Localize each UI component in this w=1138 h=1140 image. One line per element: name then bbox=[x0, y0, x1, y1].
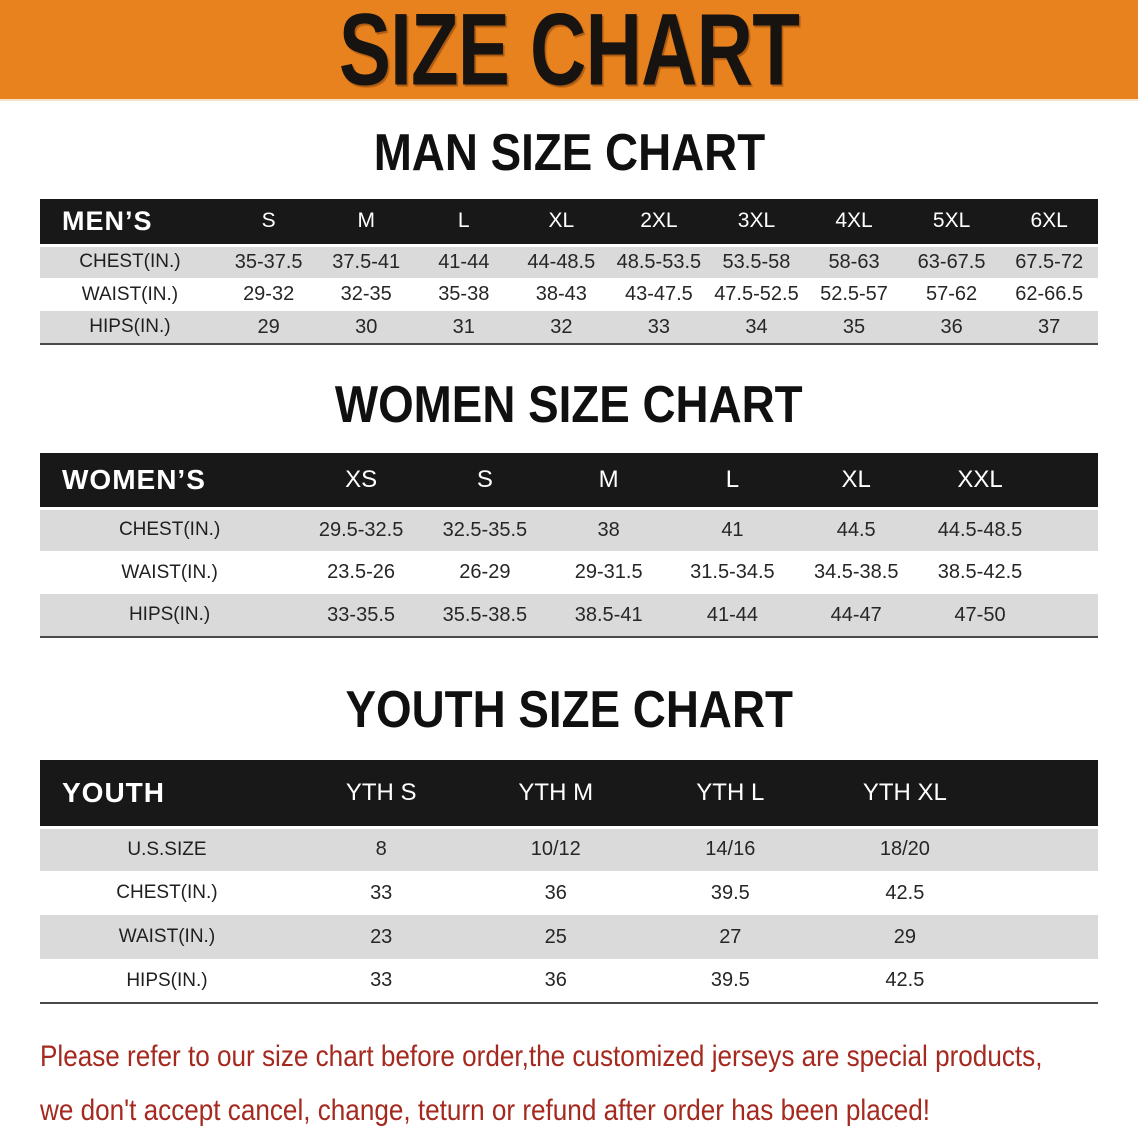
size-value-cell: 31 bbox=[452, 315, 475, 338]
size-value-cell: 38.5-42.5 bbox=[937, 561, 1023, 583]
row-filler bbox=[1042, 508, 1098, 551]
size-value-cell: 36 bbox=[544, 881, 567, 904]
size-value-cell: 48.5-53.5 bbox=[616, 250, 702, 273]
table-row bbox=[40, 827, 1098, 871]
size-value-cell: 33 bbox=[370, 969, 393, 991]
youth-table-wrap bbox=[0, 760, 1138, 1004]
size-value-cell: 58-63 bbox=[828, 250, 880, 273]
size-column-header: YTH S bbox=[294, 760, 469, 827]
size-value-cell: 29-31.5 bbox=[574, 561, 643, 583]
size-value-cell: 41-44 bbox=[438, 250, 490, 273]
size-value-cell: 8 bbox=[375, 838, 387, 861]
size-value-cell: 32.5-35.5 bbox=[442, 518, 528, 541]
size-value-cell: 39.5 bbox=[710, 969, 750, 991]
men-size-table bbox=[40, 199, 1098, 345]
size-value-cell: 35.5-38.5 bbox=[442, 603, 528, 626]
women-table-wrap bbox=[0, 453, 1138, 638]
size-column-header: 5XL bbox=[903, 199, 1001, 245]
row-label: HIPS(IN.) bbox=[126, 969, 208, 991]
men-section-heading bbox=[0, 124, 1138, 182]
table-row bbox=[40, 508, 1098, 551]
row-filler bbox=[992, 827, 1098, 871]
section-youth bbox=[0, 681, 1138, 1004]
row-label: CHEST(IN.) bbox=[116, 882, 218, 903]
size-column-header: L bbox=[415, 199, 513, 245]
size-value-cell: 36 bbox=[544, 969, 567, 991]
section-men bbox=[0, 124, 1138, 345]
table-row bbox=[40, 871, 1098, 915]
size-value-cell: 32-35 bbox=[340, 283, 392, 305]
table-row bbox=[40, 915, 1098, 959]
size-value-cell: 42.5 bbox=[885, 881, 925, 904]
size-value-cell: 44-48.5 bbox=[527, 250, 596, 273]
row-filler bbox=[992, 871, 1098, 915]
disclaimer-line-2-text: we don't accept cancel, change, teturn or refund after order has been placed! bbox=[40, 1094, 931, 1127]
table-corner-label: WOMEN’S bbox=[40, 453, 299, 508]
men-table-wrap bbox=[0, 199, 1138, 345]
size-value-cell: 33-35.5 bbox=[327, 603, 396, 626]
size-value-cell: 44.5 bbox=[836, 518, 876, 541]
table-row bbox=[40, 594, 1098, 637]
banner bbox=[0, 0, 1138, 107]
size-column-header: 6XL bbox=[1000, 199, 1098, 245]
size-value-cell: 38-43 bbox=[535, 283, 587, 305]
size-value-cell: 29 bbox=[257, 315, 280, 338]
size-value-cell: 23.5-26 bbox=[327, 561, 396, 583]
table-row bbox=[40, 311, 1098, 344]
row-label: WAIST(IN.) bbox=[118, 926, 216, 947]
youth-size-table bbox=[40, 760, 1098, 1004]
row-label: CHEST(IN.) bbox=[118, 519, 221, 541]
size-column-header: S bbox=[220, 199, 318, 245]
content bbox=[0, 124, 1138, 1004]
size-value-cell: 10/12 bbox=[530, 838, 581, 861]
size-value-cell: 44-47 bbox=[830, 603, 882, 626]
size-value-cell: 18/20 bbox=[879, 838, 930, 861]
table-corner-label: MEN’S bbox=[40, 199, 220, 245]
row-filler bbox=[1042, 551, 1098, 594]
size-value-cell: 41-44 bbox=[706, 603, 759, 626]
size-value-cell: 25 bbox=[544, 925, 567, 948]
size-value-cell: 43-47.5 bbox=[624, 283, 693, 305]
table-corner-label: YOUTH bbox=[40, 760, 294, 827]
size-value-cell: 52.5-57 bbox=[820, 283, 888, 305]
header-filler bbox=[992, 760, 1098, 827]
section-women bbox=[0, 376, 1138, 638]
size-value-cell: 42.5 bbox=[885, 969, 925, 991]
size-column-header: 3XL bbox=[708, 199, 806, 245]
size-column-header: XL bbox=[513, 199, 611, 245]
row-label: WAIST(IN.) bbox=[121, 561, 218, 583]
size-column-header: XL bbox=[794, 453, 918, 508]
size-value-cell: 39.5 bbox=[710, 881, 750, 904]
size-value-cell: 38 bbox=[597, 518, 620, 541]
size-value-cell: 34 bbox=[745, 315, 768, 338]
size-value-cell: 31.5-34.5 bbox=[690, 561, 775, 583]
size-value-cell: 38.5-41 bbox=[574, 603, 643, 626]
row-filler bbox=[992, 959, 1098, 1003]
women-heading-text: WOMEN SIZE CHART bbox=[335, 376, 803, 434]
size-value-cell: 23 bbox=[370, 925, 393, 948]
size-column-header: YTH M bbox=[468, 760, 643, 827]
men-heading-text: MAN SIZE CHART bbox=[373, 124, 765, 182]
size-value-cell: 37 bbox=[1038, 315, 1061, 338]
row-label: CHEST(IN.) bbox=[79, 251, 181, 273]
table-row bbox=[40, 245, 1098, 278]
size-value-cell: 47-50 bbox=[954, 603, 1006, 626]
size-value-cell: 29.5-32.5 bbox=[318, 518, 404, 541]
size-value-cell: 26-29 bbox=[459, 561, 511, 583]
table-row bbox=[40, 959, 1098, 1003]
row-filler bbox=[992, 915, 1098, 959]
youth-section-heading bbox=[0, 681, 1138, 739]
row-label: WAIST(IN.) bbox=[81, 283, 179, 305]
size-value-cell: 29 bbox=[893, 925, 916, 948]
size-column-header: S bbox=[423, 453, 547, 508]
youth-heading-text: YOUTH SIZE CHART bbox=[345, 681, 793, 739]
size-value-cell: 47.5-52.5 bbox=[714, 283, 799, 305]
table-row bbox=[40, 551, 1098, 594]
table-row bbox=[40, 278, 1098, 311]
disclaimer bbox=[0, 1032, 1138, 1140]
size-value-cell: 35-38 bbox=[438, 283, 490, 305]
size-value-cell: 32 bbox=[550, 315, 573, 338]
size-column-header: L bbox=[671, 453, 795, 508]
size-column-header: XXL bbox=[918, 453, 1042, 508]
row-label: HIPS(IN.) bbox=[128, 604, 211, 625]
size-value-cell: 27 bbox=[719, 925, 742, 948]
size-column-header: YTH XL bbox=[818, 760, 993, 827]
size-column-header: YTH L bbox=[643, 760, 818, 827]
size-value-cell: 36 bbox=[940, 315, 963, 338]
row-filler bbox=[1042, 594, 1098, 637]
size-value-cell: 62-66.5 bbox=[1015, 283, 1084, 305]
header-filler bbox=[1042, 453, 1098, 508]
size-column-header: M bbox=[317, 199, 415, 245]
disclaimer-line-1 bbox=[40, 1032, 1138, 1086]
size-value-cell: 14/16 bbox=[705, 838, 756, 861]
size-value-cell: 29-32 bbox=[243, 283, 295, 305]
disclaimer-line-1-text: Please refer to our size chart before order,the customized jerseys are special products, bbox=[40, 1040, 1043, 1073]
row-label: HIPS(IN.) bbox=[89, 316, 171, 337]
size-value-cell: 35-37.5 bbox=[234, 250, 303, 273]
size-value-cell: 34.5-38.5 bbox=[813, 561, 899, 583]
size-value-cell: 30 bbox=[355, 315, 378, 338]
size-value-cell: 33 bbox=[370, 881, 393, 904]
size-column-header: 2XL bbox=[610, 199, 708, 245]
size-value-cell: 37.5-41 bbox=[332, 250, 401, 273]
size-column-header: M bbox=[547, 453, 671, 508]
size-value-cell: 41 bbox=[721, 518, 744, 541]
size-value-cell: 57-62 bbox=[926, 283, 978, 305]
size-value-cell: 44.5-48.5 bbox=[937, 518, 1023, 541]
size-column-header: 4XL bbox=[805, 199, 903, 245]
size-column-header: XS bbox=[299, 453, 423, 508]
size-value-cell: 53.5-58 bbox=[722, 250, 791, 273]
women-section-heading bbox=[0, 376, 1138, 434]
size-value-cell: 33 bbox=[647, 315, 671, 338]
size-value-cell: 63-67.5 bbox=[917, 250, 986, 273]
size-value-cell: 35 bbox=[842, 315, 866, 338]
size-value-cell: 67.5-72 bbox=[1015, 250, 1084, 273]
women-size-table bbox=[40, 453, 1098, 638]
banner-title: SIZE CHART bbox=[338, 0, 800, 107]
row-label: U.S.SIZE bbox=[127, 838, 207, 860]
